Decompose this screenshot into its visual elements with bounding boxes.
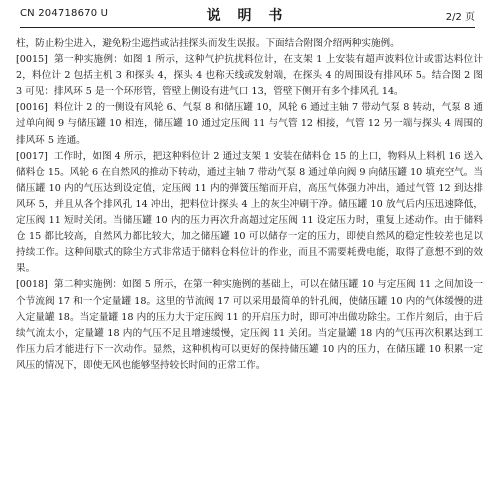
paragraph-number: [0018]: [16, 279, 48, 291]
paragraph-text: 柱，防止粉尘进入，避免粉尘遮挡或沾挂探头而发生误报。下面结合附图介绍两种实施例。: [16, 38, 400, 49]
patent-number: CN 204718670 U: [20, 8, 109, 19]
paragraph-text: 料位计 2 的一侧设有风轮 6、气泵 8 和储压罐 10，风轮 6 通过主轴 7 带动气泵 8 转动，气泵 8 通过单向阀 9 与储压罐 10 相连，储压罐 10 通过定压阀 11 与气管 12 相接，气管 12 另一端与探头 4 周围的排风环 5 连通。: [16, 102, 483, 146]
paragraph-number: [0016]: [16, 102, 48, 114]
paragraph-text: 工作时，如图 4 所示，把这种料位计 2 通过支架 1 安装在储料仓 15 的上口，物料从上料机 16 送入储料仓 15。风轮 6 在自然风的推动下转动，通过主轴 7 带动气泵 8 通过单向阀 9 向储压罐 10 填充空气。当储压罐 10 内的气压达到设定值，定压阀 11 内的弹簧压缩而开启，高压气体强力冲出，通过气管 12 到达排风环 5，并且从各个排风孔 14 冲出，把料位计探头 4 上的灰尘冲刷干净。储压罐 10 放气后内压迅速降低，定压阀 11 短时关闭。当储压罐 10 内的压力再次升高超过定压阀 11 设定压力时，重复上述动作。由于储料仓 15 都比较高，自然风力都比较大，加之储压罐 10 可以储存一定的压力，即使自然风的稳定性较差也足以持续工作。这种间歇式的除尘方式非常适于储料仓料位计的作业，而且不需要耗费电能，取得了意想不到的效果。: [16, 150, 483, 275]
paragraph-text: 第二种实施例：如图 5 所示，在第一种实施例的基础上，可以在储压罐 10 与定压阀 11 之间加设一个节流阀 17 和一个定量罐 18。这里的节流阀 17 可以采用最简单的针孔阀，使储压罐 10 内的气体缓慢的进入定量罐 18。当定量罐 18 内的压力大于定压阀 11 的开启压力时，即可冲出做功除尘。工作片刻后，由于后续气流太小，定量罐 18 内的气压不足且增速缓慢，定压阀 11 关闭。当定量罐 18 内的气压再次积累达到工作压力后才能进行下一次动作。显然，这种机构可以更好的保持储压罐 10 内的压力，在储压罐 10 积累一定风压的情况下，即使无风也能够坚持较长时间的正常工作。: [16, 279, 483, 371]
paragraph-text: 第一种实施例：如图 1 所示，这种气护抗扰料位计，在支架 1 上安装有超声波料位计或雷达料位计 2，料位计 2 包括主机 3 和探头 4，探头 4 也称天线或发射端，在探头 4 的周围设有排风环 5。结合图 2 图 3 可见：排风环 5 是一个环形管，管壁上侧设有进气口 13，管壁下侧开有多个排风孔 14。: [16, 54, 483, 98]
paragraph-continuation: [16, 36, 483, 52]
page-header: [10, 0, 485, 32]
paragraph-number: [0015]: [16, 54, 48, 66]
paragraph-0016: [16, 100, 483, 148]
paragraph-number: [0017]: [16, 150, 48, 162]
page-number: 2/2 页: [445, 12, 475, 23]
paragraph-0018: [16, 277, 483, 374]
header-rule: [20, 27, 475, 28]
document-title: 说 明 书: [206, 8, 289, 24]
paragraph-0017: [16, 149, 483, 278]
paragraph-0015: [16, 52, 483, 100]
document-body: [16, 36, 483, 374]
